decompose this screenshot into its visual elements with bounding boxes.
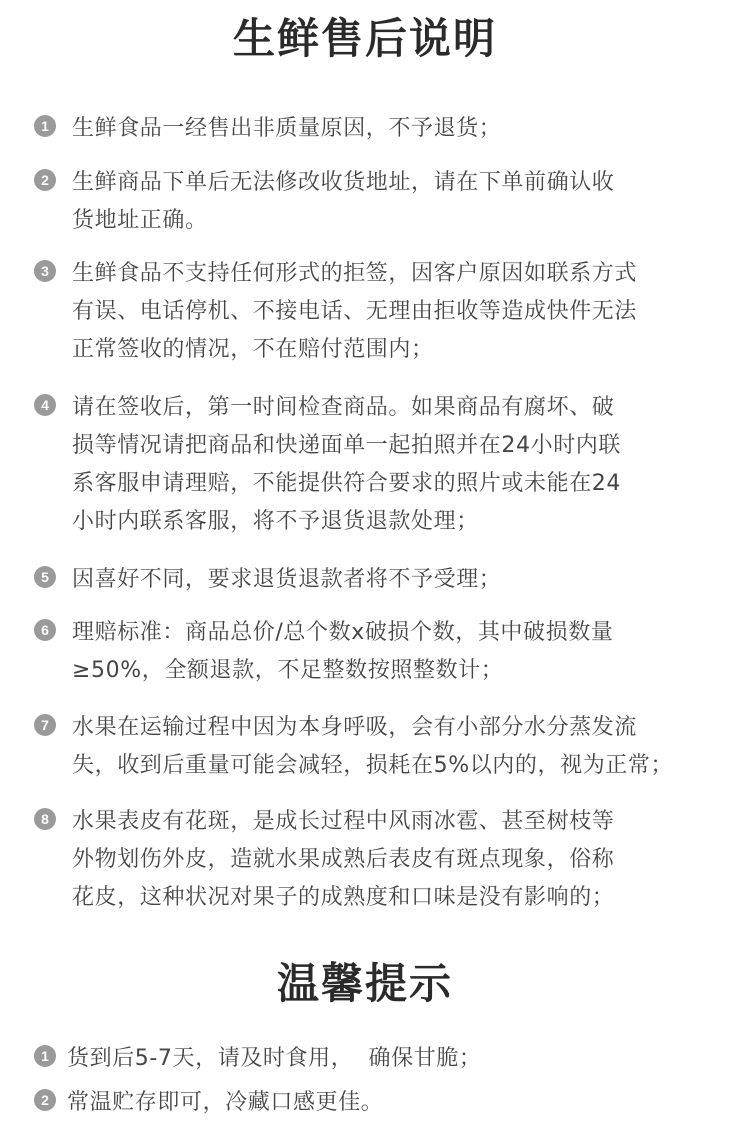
item-text-line: 损等情况请把商品和快递面单一起拍照并在24小时内联 [72,433,621,458]
number-badge-8: 8 [34,808,56,830]
item-text-line: 有误、电话停机、不接电话、无理由拒收等造成快件无法 [72,299,638,324]
item-text-line: 水果表皮有花斑，是成长过程中风雨冰雹、甚至树枝等 [72,809,615,834]
item-text-line: 理赔标准：商品总价/总个数x破损个数，其中破损数量 [72,620,614,645]
number-badge-3: 3 [34,260,56,282]
tip-text-line: 货到后5-7天，请及时食用， 确保甘脆； [67,1046,482,1071]
list-item [34,614,694,690]
list-item [34,164,694,240]
item-text-line: 正常签收的情况，不在赔付范围内； [72,337,434,362]
item-text-line: 生鲜食品不支持任何形式的拒签，因客户原因如联系方式 [72,261,638,286]
item-text-line: 失，收到后重量可能会减轻，损耗在5%以内的，视为正常； [72,753,674,778]
item-text-line: 生鲜商品下单后无法修改收货地址，请在下单前确认收 [72,170,615,195]
list-item [34,803,694,917]
number-badge-4: 4 [34,394,56,416]
list-item [34,255,694,369]
tips-title: 温馨提示 [276,959,453,1008]
item-text-line: ≥50%，全额退款，不足整数按照整数计； [72,658,504,683]
number-badge-2: 2 [34,1089,56,1111]
page-title: 生鲜售后说明 [232,14,497,63]
list-item [34,709,694,785]
item-text-line: 花皮，这种状况对果子的成熟度和口味是没有影响的； [72,885,615,910]
item-text-line: 小时内联系客服，将不予退货退款处理； [72,509,479,534]
number-badge-7: 7 [34,714,56,736]
list-item [34,389,694,541]
item-text-line: 水果在运输过程中因为本身呼吸，会有小部分水分蒸发流 [72,715,638,740]
tip-item [34,1084,694,1122]
list-item [34,561,694,599]
item-text-line: 外物划伤外皮，造就水果成熟后表皮有斑点现象，俗称 [72,847,615,872]
list-item [34,110,694,148]
number-badge-2: 2 [34,169,56,191]
item-text-line: 因喜好不同，要求退货退款者将不予受理； [72,567,502,592]
tip-text-line: 常温贮存即可，冷藏口感更佳。 [67,1090,384,1115]
number-badge-1: 1 [34,115,56,137]
tip-item [34,1040,694,1078]
item-text-line: 系客服申请理赔，不能提供符合要求的照片或未能在24 [72,471,621,496]
number-badge-1: 1 [34,1045,56,1067]
item-text-line: 货地址正确。 [72,208,208,233]
item-text-line: 生鲜食品一经售出非质量原因，不予退货； [72,116,502,141]
number-badge-5: 5 [34,566,56,588]
item-text-line: 请在签收后，第一时间检查商品。如果商品有腐坏、破 [72,395,615,420]
number-badge-6: 6 [34,619,56,641]
